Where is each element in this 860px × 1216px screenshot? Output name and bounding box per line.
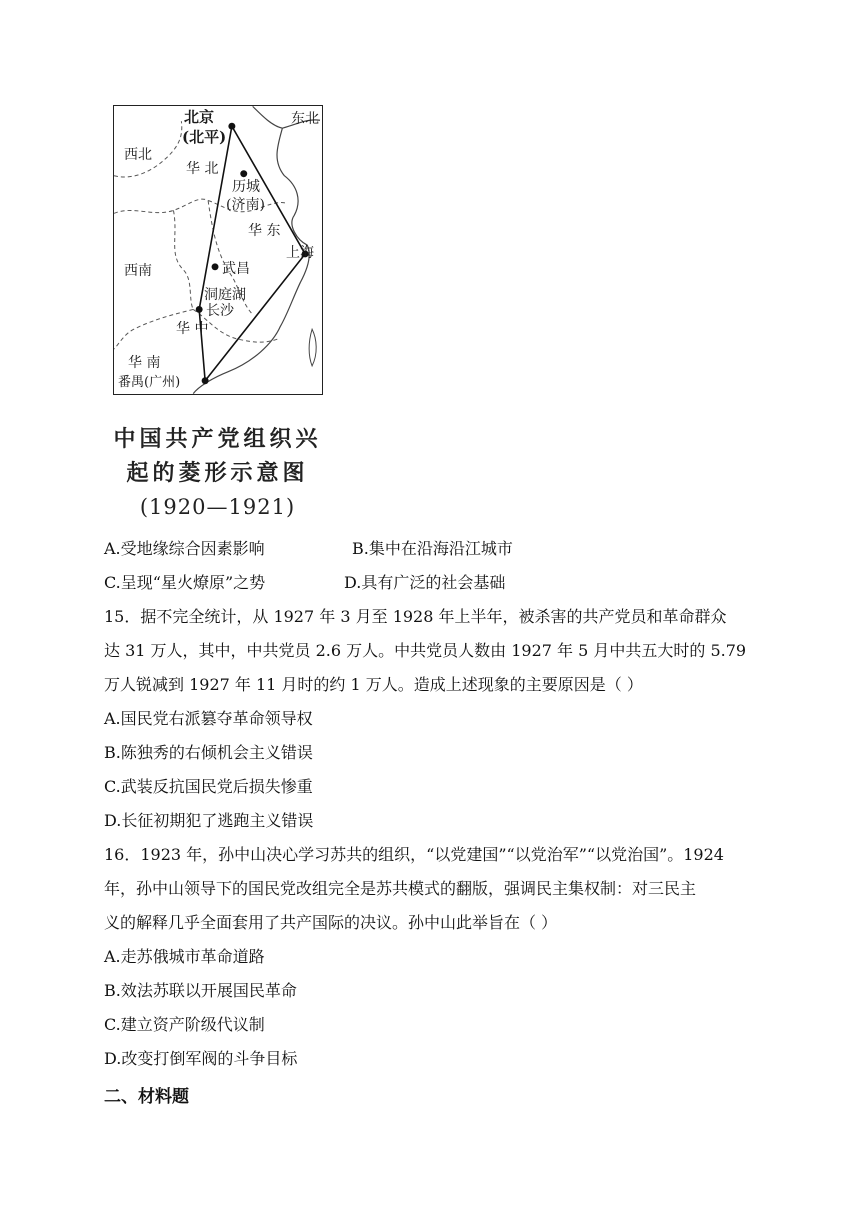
city-dot-jinan bbox=[240, 170, 247, 177]
q16-stem-line-1: 16．1923 年，孙中山决心学习苏共的组织，“以党建国”“以党治军”“以党治国”。1924 bbox=[104, 845, 724, 864]
q14-option-d: D.具有广泛的社会基础 bbox=[344, 573, 506, 592]
q16-stem-line-2: 年，孙中山领导下的国民党改组完全是苏共模式的翻版，强调民主集权制：对三民主 bbox=[104, 879, 697, 898]
q14-option-a: A.受地缘综合因素影响 bbox=[104, 539, 265, 558]
q15-option-c: C.武装反抗国民党后损失惨重 bbox=[104, 777, 313, 796]
q16-option-d: D.改变打倒军阀的斗争目标 bbox=[104, 1049, 298, 1068]
q14-option-b: B.集中在沿海沿江城市 bbox=[352, 539, 513, 558]
map-label-licheng: 历城 bbox=[232, 179, 260, 195]
q15-option-b: B.陈独秀的右倾机会主义错误 bbox=[104, 743, 313, 762]
q16-stem-line-3: 义的解释几乎全面套用了共产国际的决议。孙中山此举旨在（ ） bbox=[104, 913, 558, 932]
city-dot-guangzhou bbox=[202, 377, 209, 384]
map-label-huabei: 华 北 bbox=[186, 161, 219, 177]
q15-option-d: D.长征初期犯了逃跑主义错误 bbox=[104, 811, 314, 830]
q15-stem-line-2: 达 31 万人，其中，中共党员 2.6 万人。中共党员人数由 1927 年 5 月中共五大时的 5.79 bbox=[104, 641, 747, 660]
q16-option-b: B.效法苏联以开展国民革命 bbox=[104, 981, 297, 1000]
city-dot-wuchang bbox=[212, 263, 219, 270]
map-label-wuchang: 武昌 bbox=[222, 261, 250, 277]
rhombus-map-figure bbox=[113, 105, 323, 395]
map-label-jinan: (济南) bbox=[226, 197, 265, 213]
q16-option-c: C.建立资产阶级代议制 bbox=[104, 1015, 265, 1034]
map-label-xibei: 西北 bbox=[124, 147, 152, 163]
q16-option-a: A.走苏俄城市革命道路 bbox=[104, 947, 265, 966]
map-label-xinan: 西南 bbox=[124, 263, 152, 279]
taiwan bbox=[309, 329, 316, 366]
map-caption bbox=[105, 422, 330, 524]
q14-option-c: C.呈现“星火燎原”之势 bbox=[104, 573, 266, 592]
map-label-dongting: 洞庭湖 bbox=[204, 287, 246, 303]
q15-option-a: A.国民党右派篡夺革命领导权 bbox=[104, 709, 313, 728]
map-label-shanghai: 上海 bbox=[286, 245, 314, 261]
map-label-huazhong: 华 中 bbox=[176, 321, 209, 337]
map-label-panyu: 番禺(广州) bbox=[118, 375, 181, 390]
map-label-huanan: 华 南 bbox=[128, 355, 161, 371]
city-dot-changsha bbox=[196, 306, 203, 313]
map-label-beijing: 北京 bbox=[184, 108, 215, 126]
map-label-huadong: 华 东 bbox=[248, 223, 281, 239]
section-heading: 二、材料题 bbox=[104, 1087, 189, 1107]
map-label-dongbei: 东北 bbox=[291, 111, 319, 127]
caption-years: (1920—1921) bbox=[139, 495, 296, 519]
region-boundary bbox=[173, 210, 193, 309]
region-boundary bbox=[114, 199, 208, 213]
map-label-changsha: 长沙 bbox=[206, 303, 234, 319]
q15-stem-line-3: 万人锐减到 1927 年 11 月时的约 1 万人。造成上述现象的主要原因是（ ） bbox=[104, 675, 643, 694]
caption-line-2: 起的菱形示意图 bbox=[126, 460, 309, 486]
map-label-beiping: (北平) bbox=[182, 128, 227, 146]
q15-stem-line-1: 15．据不完全统计，从 1927 年 3 月至 1928 年上半年，被杀害的共产党员和革命群众 bbox=[104, 607, 727, 626]
city-dot-beijing bbox=[228, 123, 235, 130]
caption-line-1: 中国共产党组织兴 bbox=[113, 426, 322, 452]
